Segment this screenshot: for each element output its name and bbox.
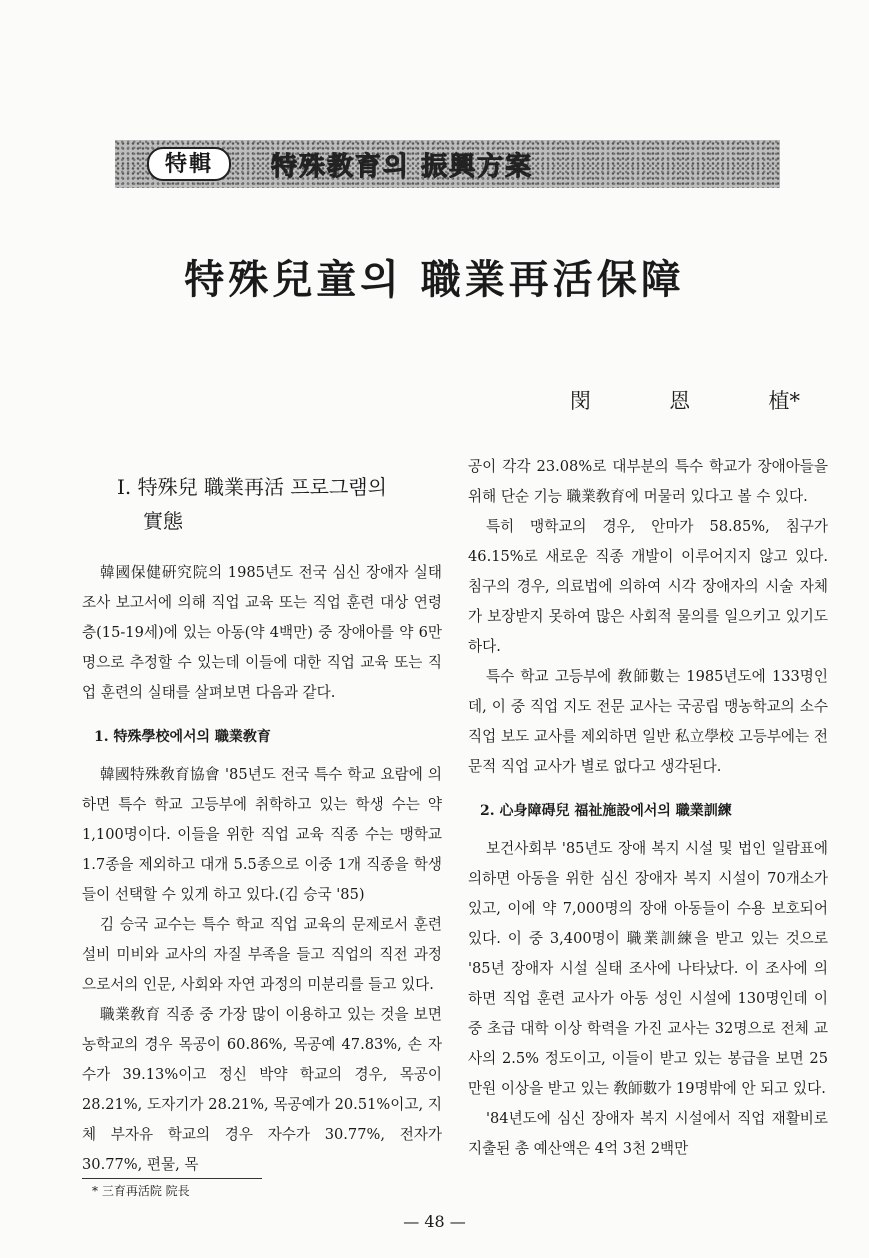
left-column [82, 470, 442, 1180]
author-char-3: 植* [768, 389, 800, 413]
subsection-heading: 1. 特殊學校에서의 職業敎育 [94, 729, 271, 745]
author-char-1: 閔 [570, 389, 591, 413]
section-heading-line1: I. 特殊兒 職業再活 프로그램의 [117, 475, 387, 499]
section-banner [115, 140, 780, 188]
banner-title: 特殊教育의 振興方案 [271, 151, 534, 182]
footnote-divider [82, 1178, 262, 1179]
paragraph: 보건사회부 '85년도 장애 복지 시설 및 법인 일람표에 의하면 아동을 위한 심신 장애자 복지 시설이 70개소가 있고, 이에 약 7,000명의 장애 아동들이 수용 보호되어 있다. 이 중 3,400명이 職業訓練을 받고 있는 것으로 '85년 장애자 시설 실태 조사에 나타났다. 이 조사에 의하면 직업 훈련 교사가 아동 성인 시설에 130명인데 이 중 초급 대학 이상 학력을 가진 교사는 32명으로 전체 교사의 2.5% 정도이고, 이들이 받고 있는 봉급을 보면 25만원 이상을 받고 있는 敎師數가 19명밖에 안 되고 있다. [468, 840, 828, 1097]
section-heading [82, 470, 442, 538]
section-heading-line2: 實態 [143, 509, 183, 533]
paragraph: 특수 학교 고등부에 敎師數는 1985년도에 133명인데, 이 중 직업 지도 전문 교사는 국공립 맹농학교의 소수 직업 보도 교사를 제외하면 일반 私立學校 고등부에는 전문적 직업 교사가 별로 없다고 생각된다. [468, 668, 828, 775]
footnote: * 三育再活院 院長 [92, 1184, 190, 1198]
page-number: — 48 — [403, 1212, 466, 1231]
paragraph: 특히 맹학교의 경우, 안마가 58.85%, 침구가 46.15%로 새로운 직종 개발이 이루어지지 않고 있다. 침구의 경우, 의료법에 의하여 시각 장애자의 시술 자체가 보장받지 못하여 많은 사회적 물의를 일으키고 있기도 하다. [468, 518, 828, 655]
paragraph: 공이 각각 23.08%로 대부분의 특수 학교가 장애아들을 위해 단순 기능 職業敎育에 머물러 있다고 볼 수 있다. [468, 458, 828, 505]
paragraph: 職業敎育 직종 중 가장 많이 이용하고 있는 것을 보면 농학교의 경우 목공이 60.86%, 목공예 47.83%, 손 자수가 39.13%이고 정신 박약 학교의 경우, 목공이 28.21%, 도자기가 28.21%, 목공예가 20.51%이고, 지체 부자유 학교의 경우 자수가 30.77%, 전자가 30.77%, 편물, 목 [82, 1006, 442, 1173]
author-name [570, 385, 800, 415]
paragraph: 韓國保健硏究院의 1985년도 전국 심신 장애자 실태 조사 보고서에 의해 직업 교육 또는 직업 훈련 대상 연령층(15-19세)에 있는 아동(약 4백만) 중 장애아를 약 6만명으로 추정할 수 있는데 이들에 대한 직업 교육 또는 직업 훈련의 실태를 살펴보면 다음과 같다. [82, 564, 442, 701]
paragraph: '84년도에 심신 장애자 복지 시설에서 직업 재활비로 지출된 총 예산액은 4억 3천 2백만 [468, 1110, 828, 1157]
subsection-heading: 2. 心身障碍兒 福祉施設에서의 職業訓練 [480, 803, 732, 819]
paragraph: 韓國特殊敎育協會 '85년도 전국 특수 학교 요람에 의하면 특수 학교 고등부에 취학하고 있는 학생 수는 약 1,100명이다. 이들을 위한 직업 교육 직종 수는 맹학교 1.7종을 제외하고 대개 5.5종으로 이중 1개 직종을 학생들이 선택할 수 있게 하고 있다.(김 승국 '85) [82, 766, 442, 903]
paragraph: 김 승국 교수는 특수 학교 직업 교육의 문제로서 훈련 설비 미비와 교사의 자질 부족을 들고 직업의 직전 과정으로서의 인문, 사회와 자연 과정의 미분리를 들고 있다. [82, 916, 442, 993]
author-char-2: 恩 [669, 389, 691, 413]
banner-tag: 特輯 [147, 147, 231, 181]
article-title: 特殊兒童의 職業再活保障 [184, 256, 685, 303]
right-column [468, 452, 828, 1164]
